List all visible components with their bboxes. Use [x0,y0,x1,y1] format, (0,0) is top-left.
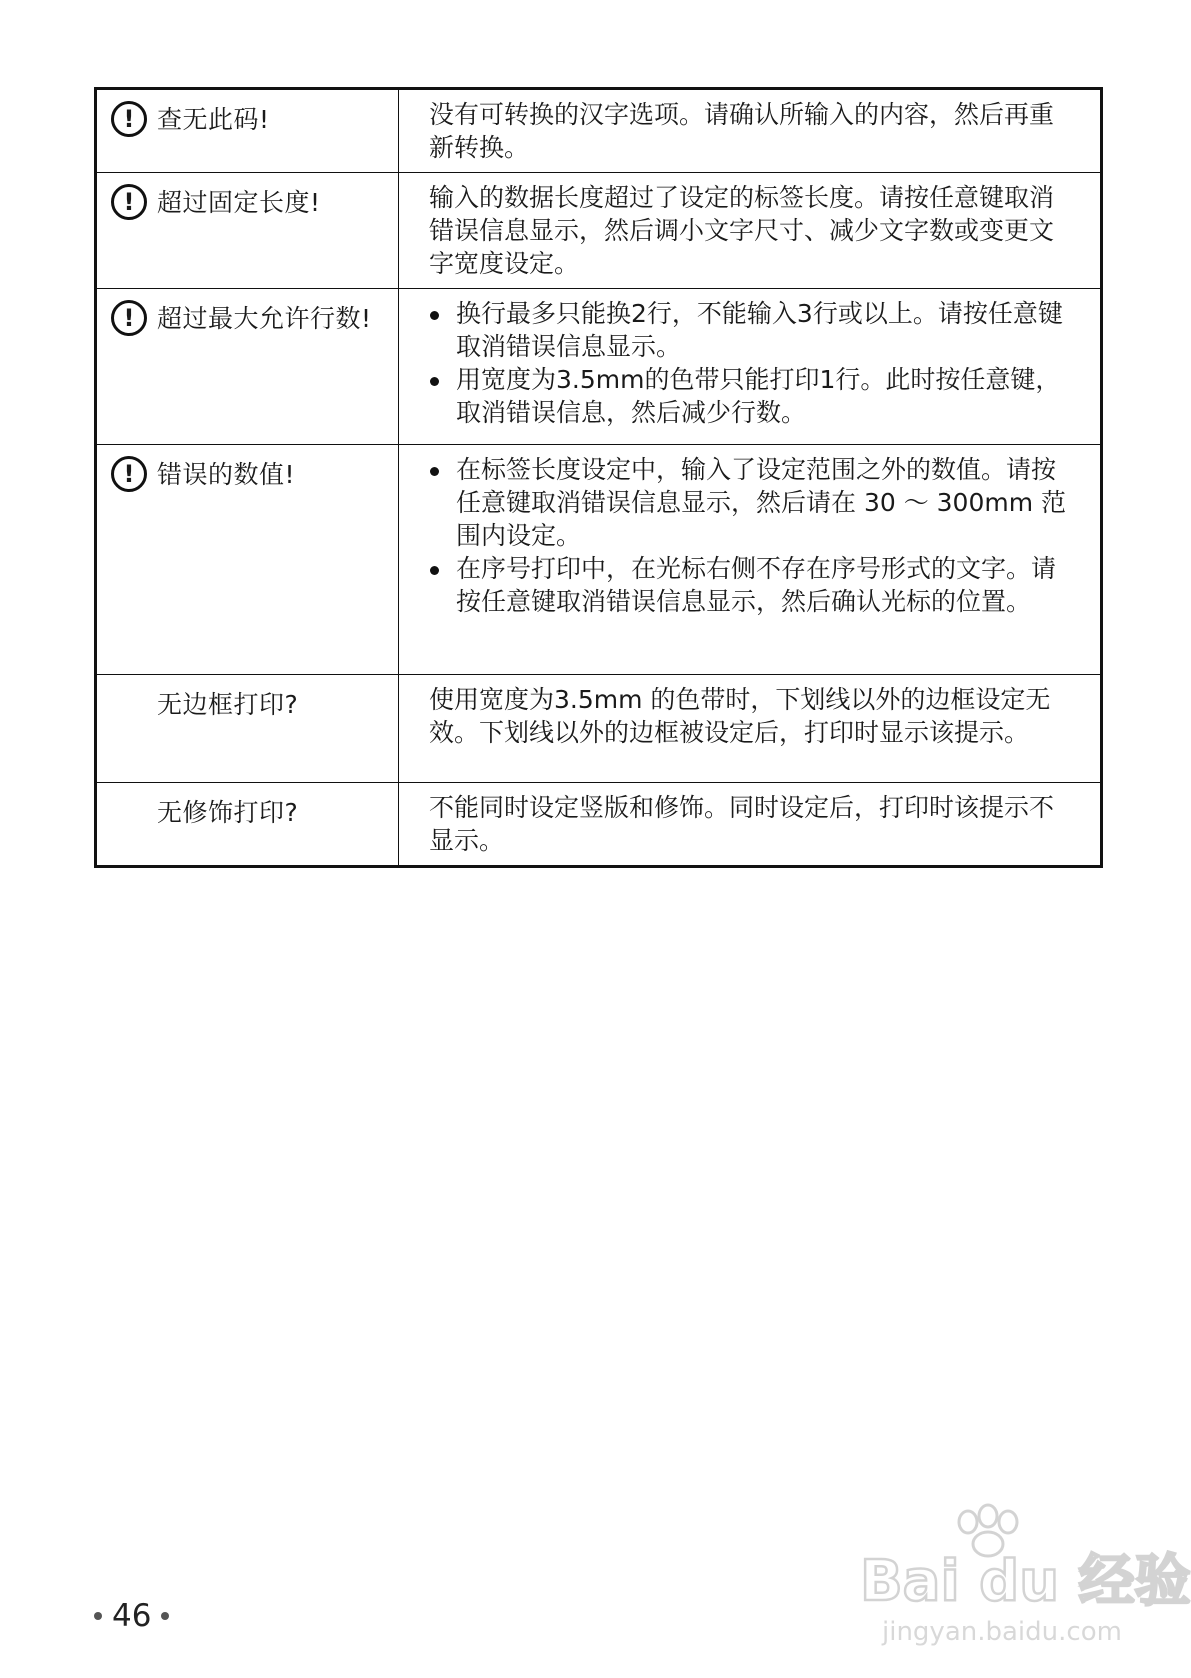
description-cell [399,675,1102,783]
bullet-text: 在标签长度设定中，输入了设定范围之外的数值。请按任意键取消错误信息显示，然后请在 30 ～ 300mm 范围内设定。 [456,455,1067,550]
baidu-jingyan-watermark-logo [850,1500,1191,1650]
bullet-dot [430,566,439,575]
page-number: 46 [112,1598,152,1634]
footer-dot [94,1612,102,1620]
exclamation-circle-icon: ! [111,300,147,336]
description-cell [399,89,1102,173]
bullet-text: 用宽度为3.5mm的色带只能打印1行。此时按任意键，取消错误信息，然后减少行数。 [456,365,1061,427]
description-text: 不能同时设定竖版和修饰。同时设定后，打印时该提示不显示。 [429,793,1055,855]
bullet-item [429,453,1074,552]
description-cell [399,289,1102,445]
bullet-item [429,552,1074,618]
watermark-url: jingyan.baidu.com [882,1617,1122,1647]
message-cell [96,445,399,675]
description-cell [399,173,1102,289]
bullet-list [429,297,1074,429]
bullet-dot [430,377,439,386]
exclamation-circle-icon: ! [111,456,147,492]
description-text: 使用宽度为3.5mm 的色带时，下划线以外的边框设定无效。下划线以外的边框被设定后，打印时显示该提示。 [429,685,1051,747]
message-cell [96,173,399,289]
description-cell [399,445,1102,675]
bullet-dot [430,467,439,476]
table-row [96,675,1102,783]
bullet-text: 换行最多只能换2行，不能输入3行或以上。请按任意键取消错误信息显示。 [456,299,1063,361]
bullet-dot [430,311,439,320]
icon-spacer [111,794,157,830]
footer-dot [161,1612,169,1620]
message-cell [96,675,399,783]
page-footer [94,1598,179,1634]
exclamation-circle-icon: ! [111,101,147,137]
error-message-table [94,87,1103,868]
bullet-item [429,363,1074,429]
bullet-text: 在序号打印中，在光标右侧不存在序号形式的文字。请按任意键取消错误信息显示，然后确认光标的位置。 [456,554,1057,616]
message-cell [96,783,399,867]
description-text: 没有可转换的汉字选项。请确认所输入的内容，然后再重新转换。 [429,100,1055,162]
table-row [96,445,1102,675]
table-row [96,289,1102,445]
exclamation-circle-icon: ! [111,184,147,220]
message-text: 查无此码! [157,104,270,134]
icon-spacer [111,686,157,722]
message-cell [96,89,399,173]
bullet-item [429,297,1074,363]
watermark-brand: Bai du 经验 [860,1549,1191,1614]
message-text: 无修饰打印? [157,797,299,827]
table-row [96,89,1102,173]
description-text: 输入的数据长度超过了设定的标签长度。请按任意键取消错误信息显示，然后调小文字尺寸、减少文字数或变更文字宽度设定。 [429,183,1055,278]
message-text: 超过固定长度! [157,187,321,217]
table-row [96,173,1102,289]
description-cell [399,783,1102,867]
table-row [96,783,1102,867]
message-text: 超过最大允许行数! [157,303,372,333]
bullet-list [429,453,1074,618]
message-text: 无边框打印? [157,689,299,719]
message-cell [96,289,399,445]
message-text: 错误的数值! [157,459,296,489]
